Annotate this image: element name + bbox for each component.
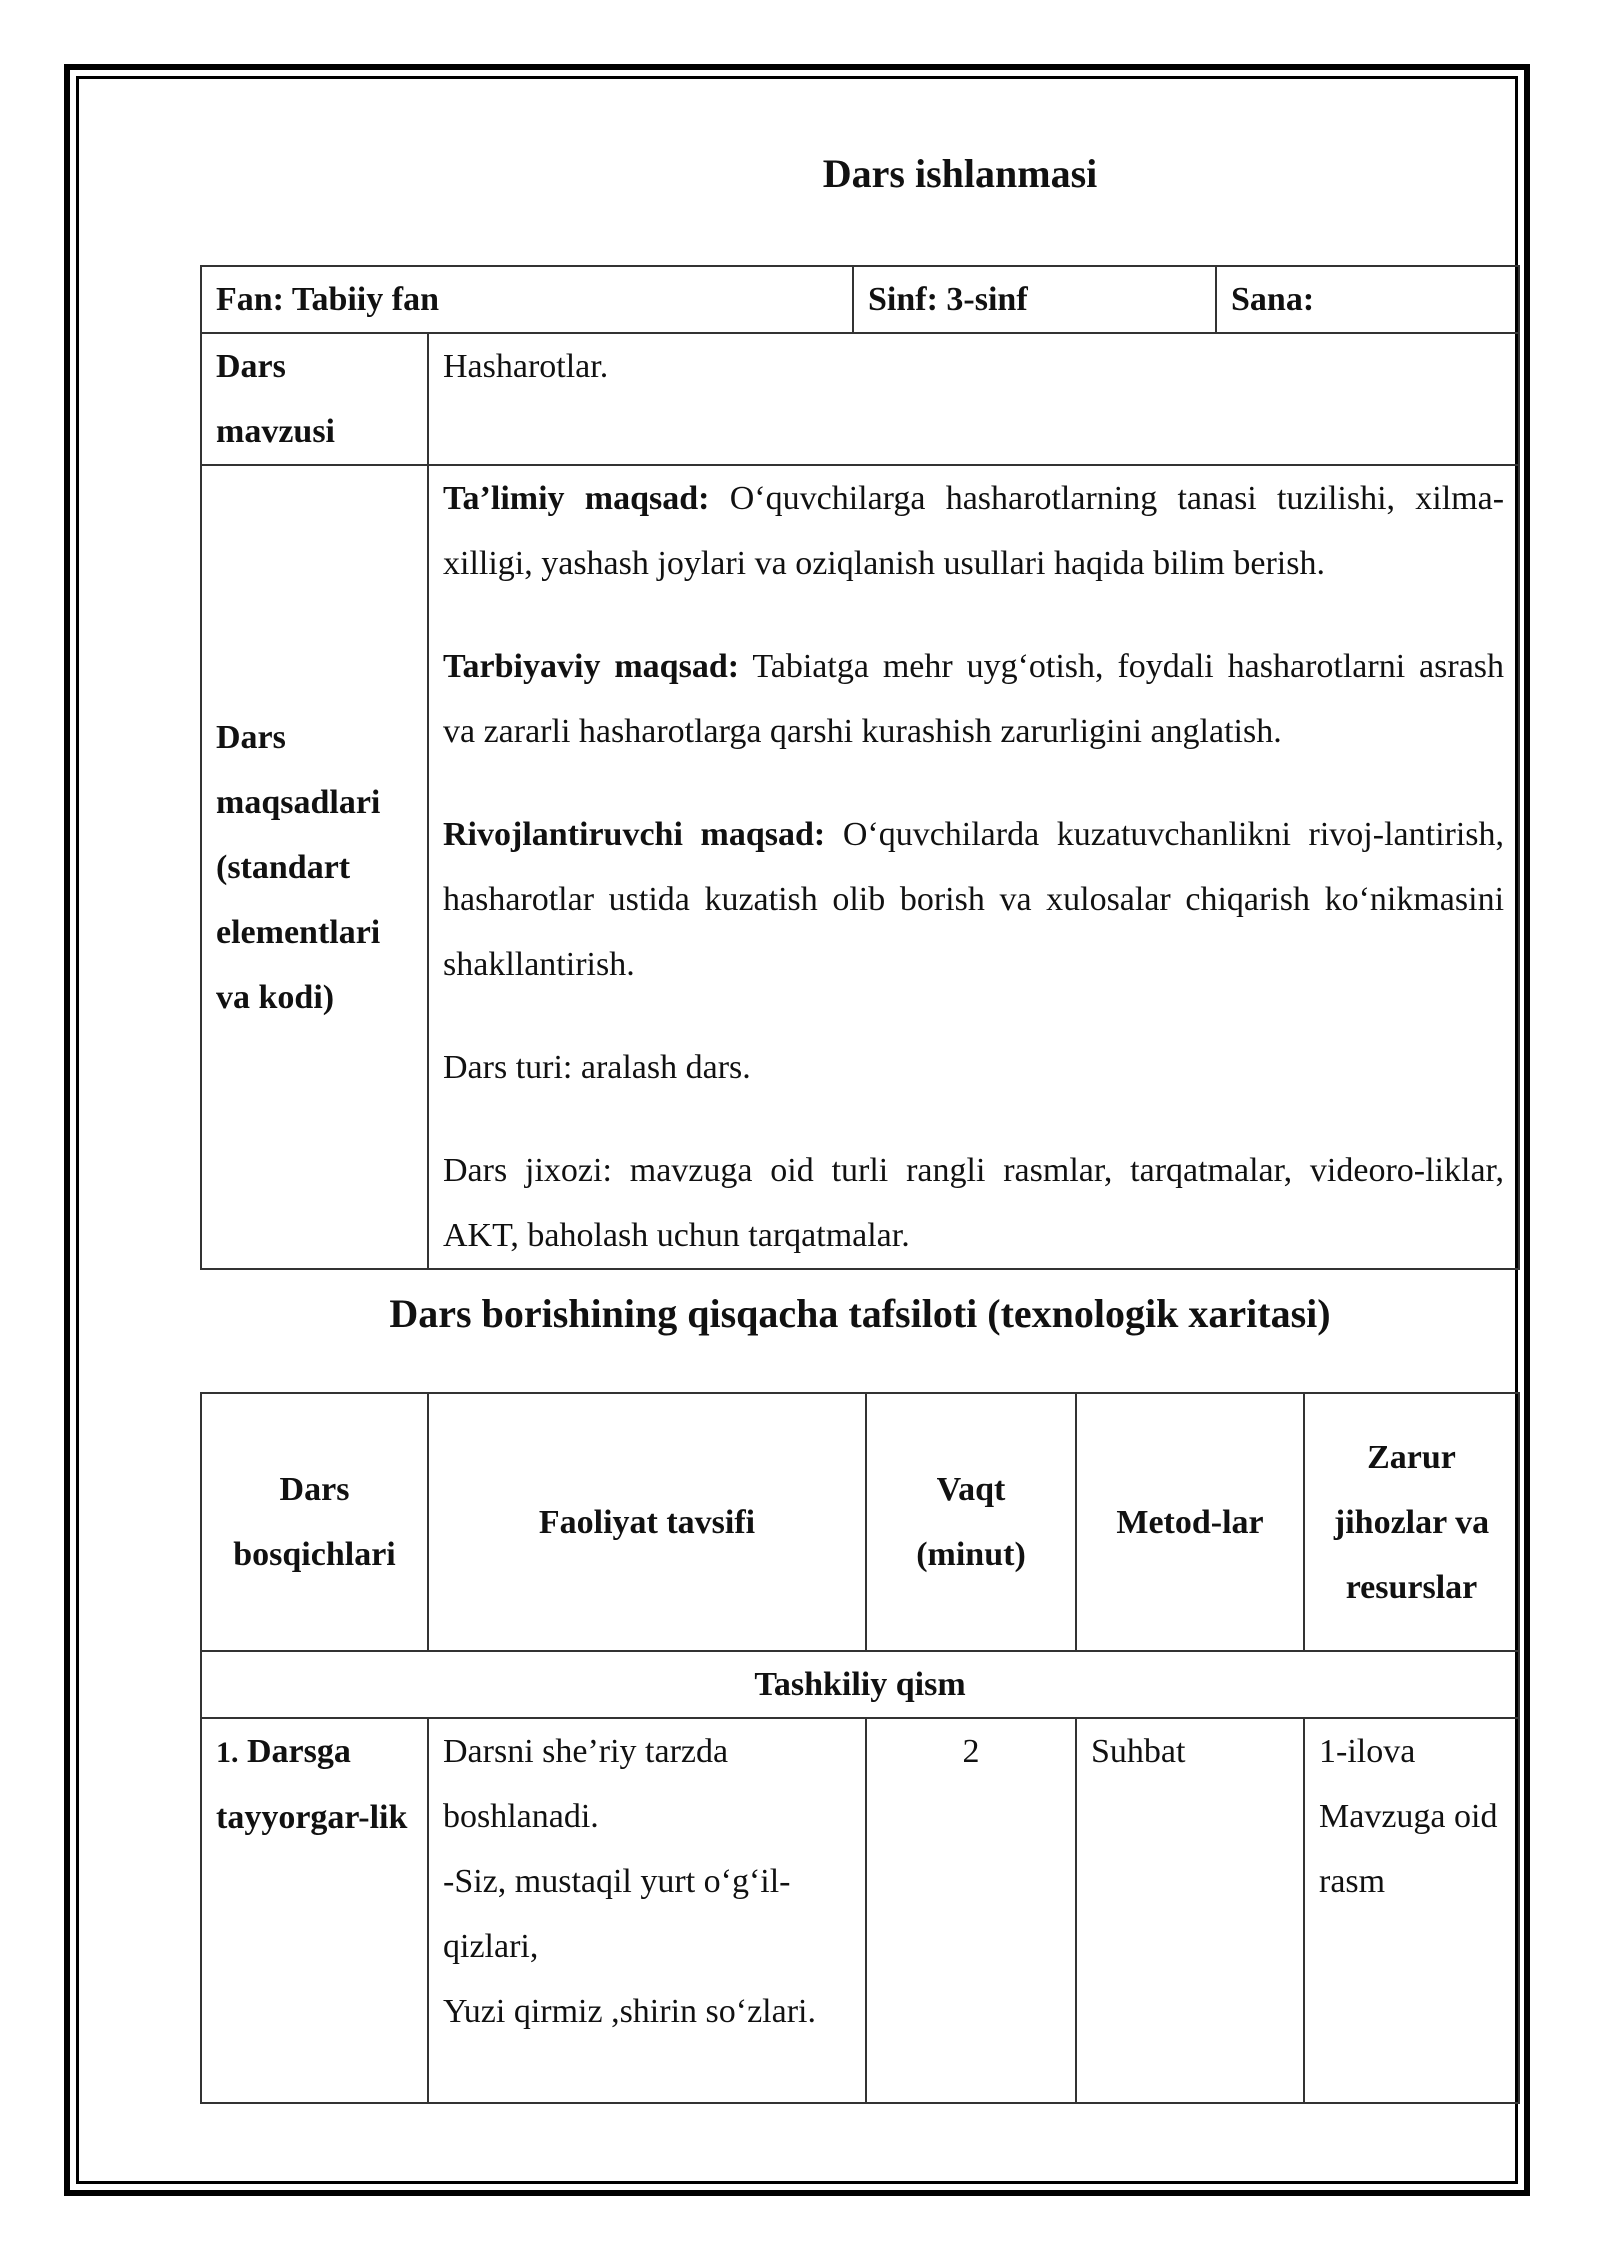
educational-objective xyxy=(443,466,1504,596)
objectives-row xyxy=(201,465,1519,1269)
time-cell: 2 xyxy=(866,1718,1076,2103)
stage-number: 1. xyxy=(216,1736,239,1769)
info-header-row xyxy=(201,266,1519,333)
lesson-type: Dars turi: aralash dars. xyxy=(443,1049,751,1086)
header-stages: Dars bosqichlari xyxy=(201,1393,428,1651)
document-title: Dars ishlanmasi xyxy=(822,151,1098,196)
upbringing-objective-text: Tabiatga mehr uyg‘otish, foydali hasharotlarni asrash va zararli hasharotlarga qarshi kurashish zarurligini anglatish. xyxy=(443,648,1505,750)
objectives-content xyxy=(428,465,1519,1269)
lesson-info-table xyxy=(200,265,1520,1270)
subject-cell: Fan: Tabiiy fan xyxy=(201,266,853,333)
map-header-row xyxy=(201,1393,1519,1651)
topic-value: Hasharotlar. xyxy=(428,333,1519,465)
technology-map-table xyxy=(200,1392,1520,2104)
activity-cell: Darsni she’riy tarzda boshlanadi. -Siz, mustaqil yurt o‘g‘il-qizlari, Yuzi qirmiz ,shirin so‘zlari. xyxy=(428,1718,866,2103)
header-time: Vaqt (minut) xyxy=(866,1393,1076,1651)
developmental-objective-text: O‘quvchilarda kuzatuvchanlikni rivoj-lantirish, hasharotlar ustida kuzatish olib borish va xulosalar chiqarish ko‘nikmasini shakllantirish. xyxy=(443,816,1505,983)
date-cell: Sana: xyxy=(1216,266,1519,333)
header-resources: Zarur jihozlar va resurslar xyxy=(1304,1393,1519,1651)
upbringing-objective-label: Tarbiyaviy maqsad: xyxy=(443,648,740,685)
topic-row xyxy=(201,333,1519,465)
stage-text: Darsga tayyorgar-lik xyxy=(216,1733,408,1836)
upbringing-objective xyxy=(443,634,1504,764)
section-row xyxy=(201,1651,1519,1718)
method-cell: Suhbat xyxy=(1076,1718,1304,2103)
topic-label: Dars mavzusi xyxy=(201,333,428,465)
educational-objective-text: O‘quvchilarga hasharotlarning tanasi tuzilishi, xilma-xilligi, yashash joylari va oziqlanish usullari haqida bilim berish. xyxy=(443,480,1505,582)
section-title: Tashkiliy qism xyxy=(201,1651,1519,1718)
lesson-equipment: Dars jixozi: mavzuga oid turli rangli rasmlar, tarqatmalar, videoro-liklar, AKT, baholash uchun tarqatmalar. xyxy=(443,1152,1505,1254)
resources-cell: 1-ilova Mavzuga oid rasm xyxy=(1304,1718,1519,2103)
developmental-objective-label: Rivojlantiruvchi maqsad: xyxy=(443,816,826,853)
objectives-label: Dars maqsadlari (standart elementlari va kodi) xyxy=(201,465,428,1269)
developmental-objective xyxy=(443,802,1504,997)
educational-objective-label: Ta’limiy maqsad: xyxy=(443,480,710,517)
section-subtitle: Dars borishining qisqacha tafsiloti (texnologik xaritasi) xyxy=(389,1291,1331,1336)
grade-cell: Sinf: 3-sinf xyxy=(853,266,1216,333)
header-activity: Faoliyat tavsifi xyxy=(428,1393,866,1651)
stage-cell xyxy=(201,1718,428,2103)
table-row xyxy=(201,1718,1519,2103)
header-methods: Metod-lar xyxy=(1076,1393,1304,1651)
